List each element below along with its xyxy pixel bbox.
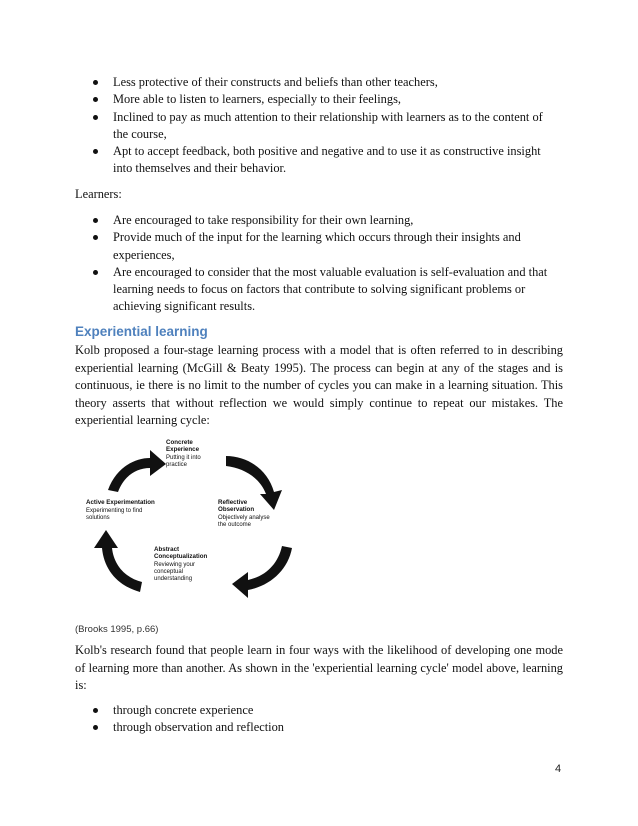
section-heading: Experiential learning xyxy=(75,324,208,339)
abstract-title-2: Conceptualization xyxy=(154,553,208,560)
abstract-sub-1: Reviewing your xyxy=(154,562,196,568)
concrete-sub-2: practice xyxy=(166,462,188,468)
reflective-title-2: Observation xyxy=(218,506,255,513)
stage-abstract-conceptualization xyxy=(154,546,208,582)
stage-concrete-experience xyxy=(166,439,201,468)
list-item: Provide much of the input for the learning which occurs through their insights and experiences, xyxy=(93,229,553,264)
learner-traits-list xyxy=(93,212,553,316)
reflective-title-1: Reflective xyxy=(218,499,248,506)
list-item: Are encouraged to take responsibility for their own learning, xyxy=(93,212,553,229)
list-item: Inclined to pay as much attention to their relationship with learners as to the content of the course, xyxy=(93,109,553,144)
list-item: Apt to accept feedback, both positive and negative and to use it as constructive insight into themselves and their behavior. xyxy=(93,143,553,178)
teacher-traits-list xyxy=(93,74,553,178)
active-sub-1: Experimenting to find xyxy=(86,508,143,514)
concrete-title-1: Concrete xyxy=(166,439,193,446)
cycle-arrow-bottom-right xyxy=(232,546,292,598)
list-item: Less protective of their constructs and beliefs than other teachers, xyxy=(93,74,553,91)
page-number: 4 xyxy=(555,763,562,775)
learners-label: Learners: xyxy=(75,187,122,201)
research-paragraph: Kolb's research found that people learn in four ways with the likelihood of developing one mode of learning more than another. As shown in the 'experiential learning cycle' model above, learning is: xyxy=(75,643,563,693)
active-sub-2: solutions xyxy=(86,515,110,521)
stage-reflective-observation xyxy=(218,499,270,528)
kolb-paragraph: Kolb proposed a four-stage learning process with a model that is often referred to in describing experiential learning (McGill & Beaty 1995). The process can begin at any of the stages and is continuous, ie there is no limit to the number of cycles you can make in a learning situation. This theory asserts that without reflection we would simply continue to repeat our mistakes. The experiential learning cycle: xyxy=(75,343,563,428)
list-item: through observation and reflection xyxy=(93,719,553,736)
stage-active-experimentation xyxy=(86,499,155,521)
reflective-sub-1: Objectively analyse xyxy=(218,515,270,521)
list-item: through concrete experience xyxy=(93,702,553,719)
figure-caption: (Brooks 1995, p.66) xyxy=(75,624,159,635)
active-title-1: Active Experimentation xyxy=(86,499,155,506)
experiential-learning-cycle-diagram xyxy=(78,430,318,606)
abstract-sub-2: conceptual xyxy=(154,569,184,575)
concrete-title-2: Experience xyxy=(166,446,200,453)
list-item: More able to listen to learners, especially to their feelings, xyxy=(93,91,553,108)
cycle-arrow-top-left xyxy=(108,450,166,492)
learning-modes-list xyxy=(93,702,553,737)
list-item: Are encouraged to consider that the most valuable evaluation is self-evaluation and that learning needs to focus on factors that contribute to solving significant problems or achieving significant results. xyxy=(93,264,553,316)
concrete-sub-1: Putting it into xyxy=(166,455,201,461)
abstract-title-1: Abstract xyxy=(154,546,180,553)
abstract-sub-3: understanding xyxy=(154,576,193,582)
cycle-arrow-bottom-left xyxy=(94,530,142,592)
reflective-sub-2: the outcome xyxy=(218,522,252,528)
